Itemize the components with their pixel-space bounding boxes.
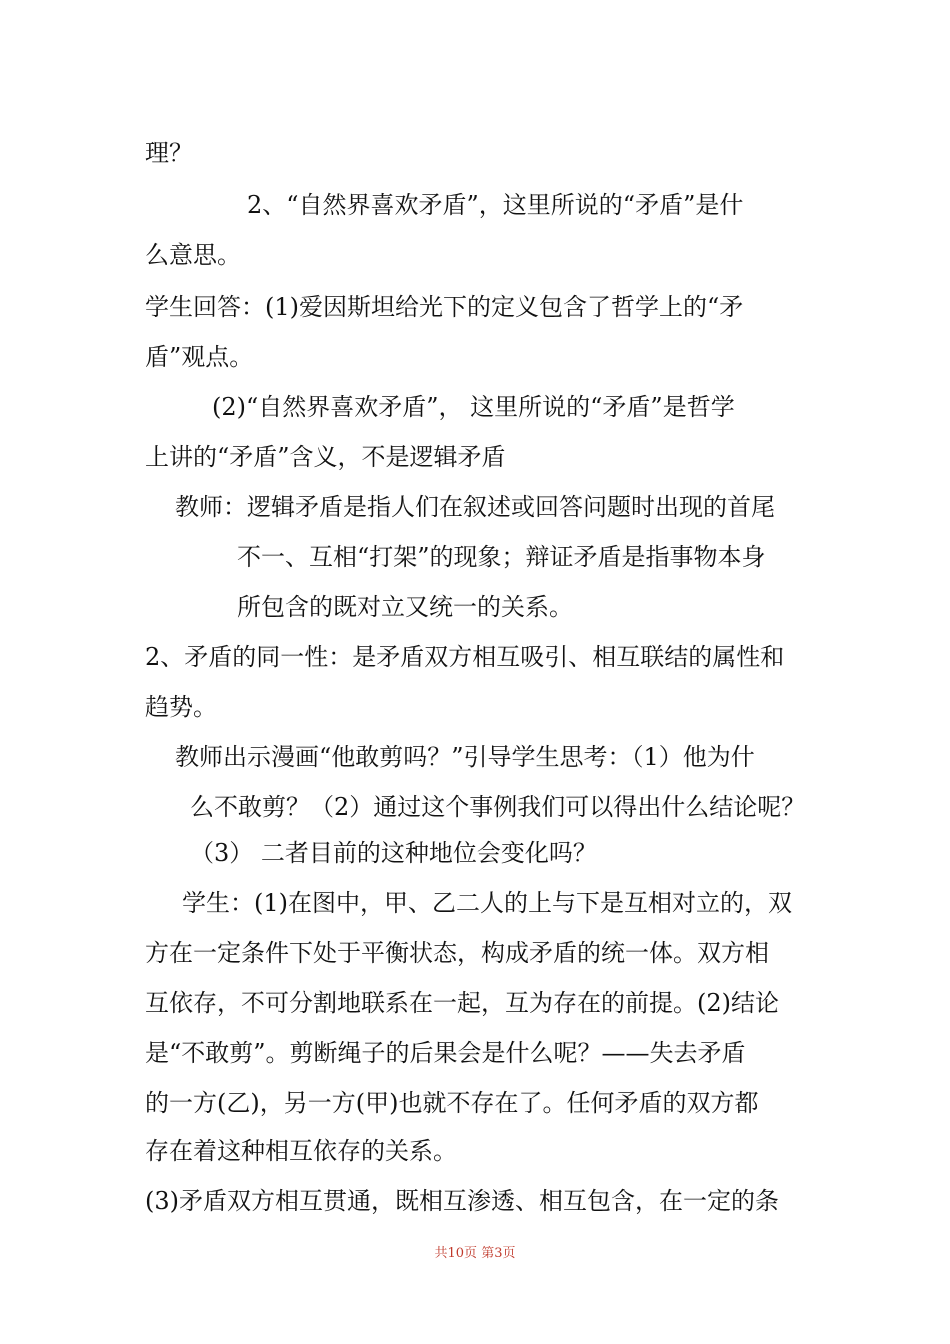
- text-line: 趋势。: [145, 693, 217, 721]
- text-line: 学生：(1)在图中，甲、乙二人的上与下是互相对立的，双: [182, 889, 792, 917]
- text-line: 理？: [145, 139, 193, 167]
- text-line: 教师：逻辑矛盾是指人们在叙述或回答问题时出现的首尾: [175, 493, 775, 521]
- text-line: 2、“自然界喜欢矛盾”，这里所说的“矛盾”是什: [247, 191, 744, 219]
- text-line: （3） 二者目前的这种地位会变化吗？: [190, 839, 597, 867]
- text-line: 的一方(乙)，另一方(甲)也就不存在了。任何矛盾的双方都: [145, 1089, 759, 1117]
- text-line: (3)矛盾双方相互贯通，既相互渗透、相互包含，在一定的条: [145, 1187, 779, 1215]
- text-line: (2)“自然界喜欢矛盾”， 这里所说的“矛盾”是哲学: [212, 393, 735, 421]
- text-line: 么意思。: [145, 241, 241, 269]
- text-line: 2、矛盾的同一性：是矛盾双方相互吸引、相互联结的属性和: [145, 643, 785, 671]
- text-line: 教师出示漫画“他敢剪吗？”引导学生思考：（1）他为什: [175, 743, 755, 771]
- text-line: 是“不敢剪”。剪断绳子的后果会是什么呢？——失去矛盾: [145, 1039, 746, 1067]
- text-line: 盾”观点。: [145, 343, 254, 371]
- text-line: 方在一定条件下处于平衡状态，构成矛盾的统一体。双方相: [145, 939, 769, 967]
- text-line: 存在着这种相互依存的关系。: [145, 1137, 457, 1165]
- text-line: 上讲的“矛盾”含义，不是逻辑矛盾: [145, 443, 506, 471]
- text-line: 互依存，不可分割地联系在一起，互为存在的前提。(2)结论: [145, 989, 779, 1017]
- page-footer: 共10页 第3页: [434, 1246, 516, 1261]
- text-line: 不一、互相“打架”的现象；辩证矛盾是指事物本身: [237, 543, 766, 571]
- text-line: 学生回答：(1)爱因斯坦给光下的定义包含了哲学上的“矛: [145, 293, 744, 321]
- text-line: 所包含的既对立又统一的关系。: [237, 593, 573, 621]
- text-line: 么不敢剪？（2）通过这个事例我们可以得出什么结论呢？: [190, 793, 806, 821]
